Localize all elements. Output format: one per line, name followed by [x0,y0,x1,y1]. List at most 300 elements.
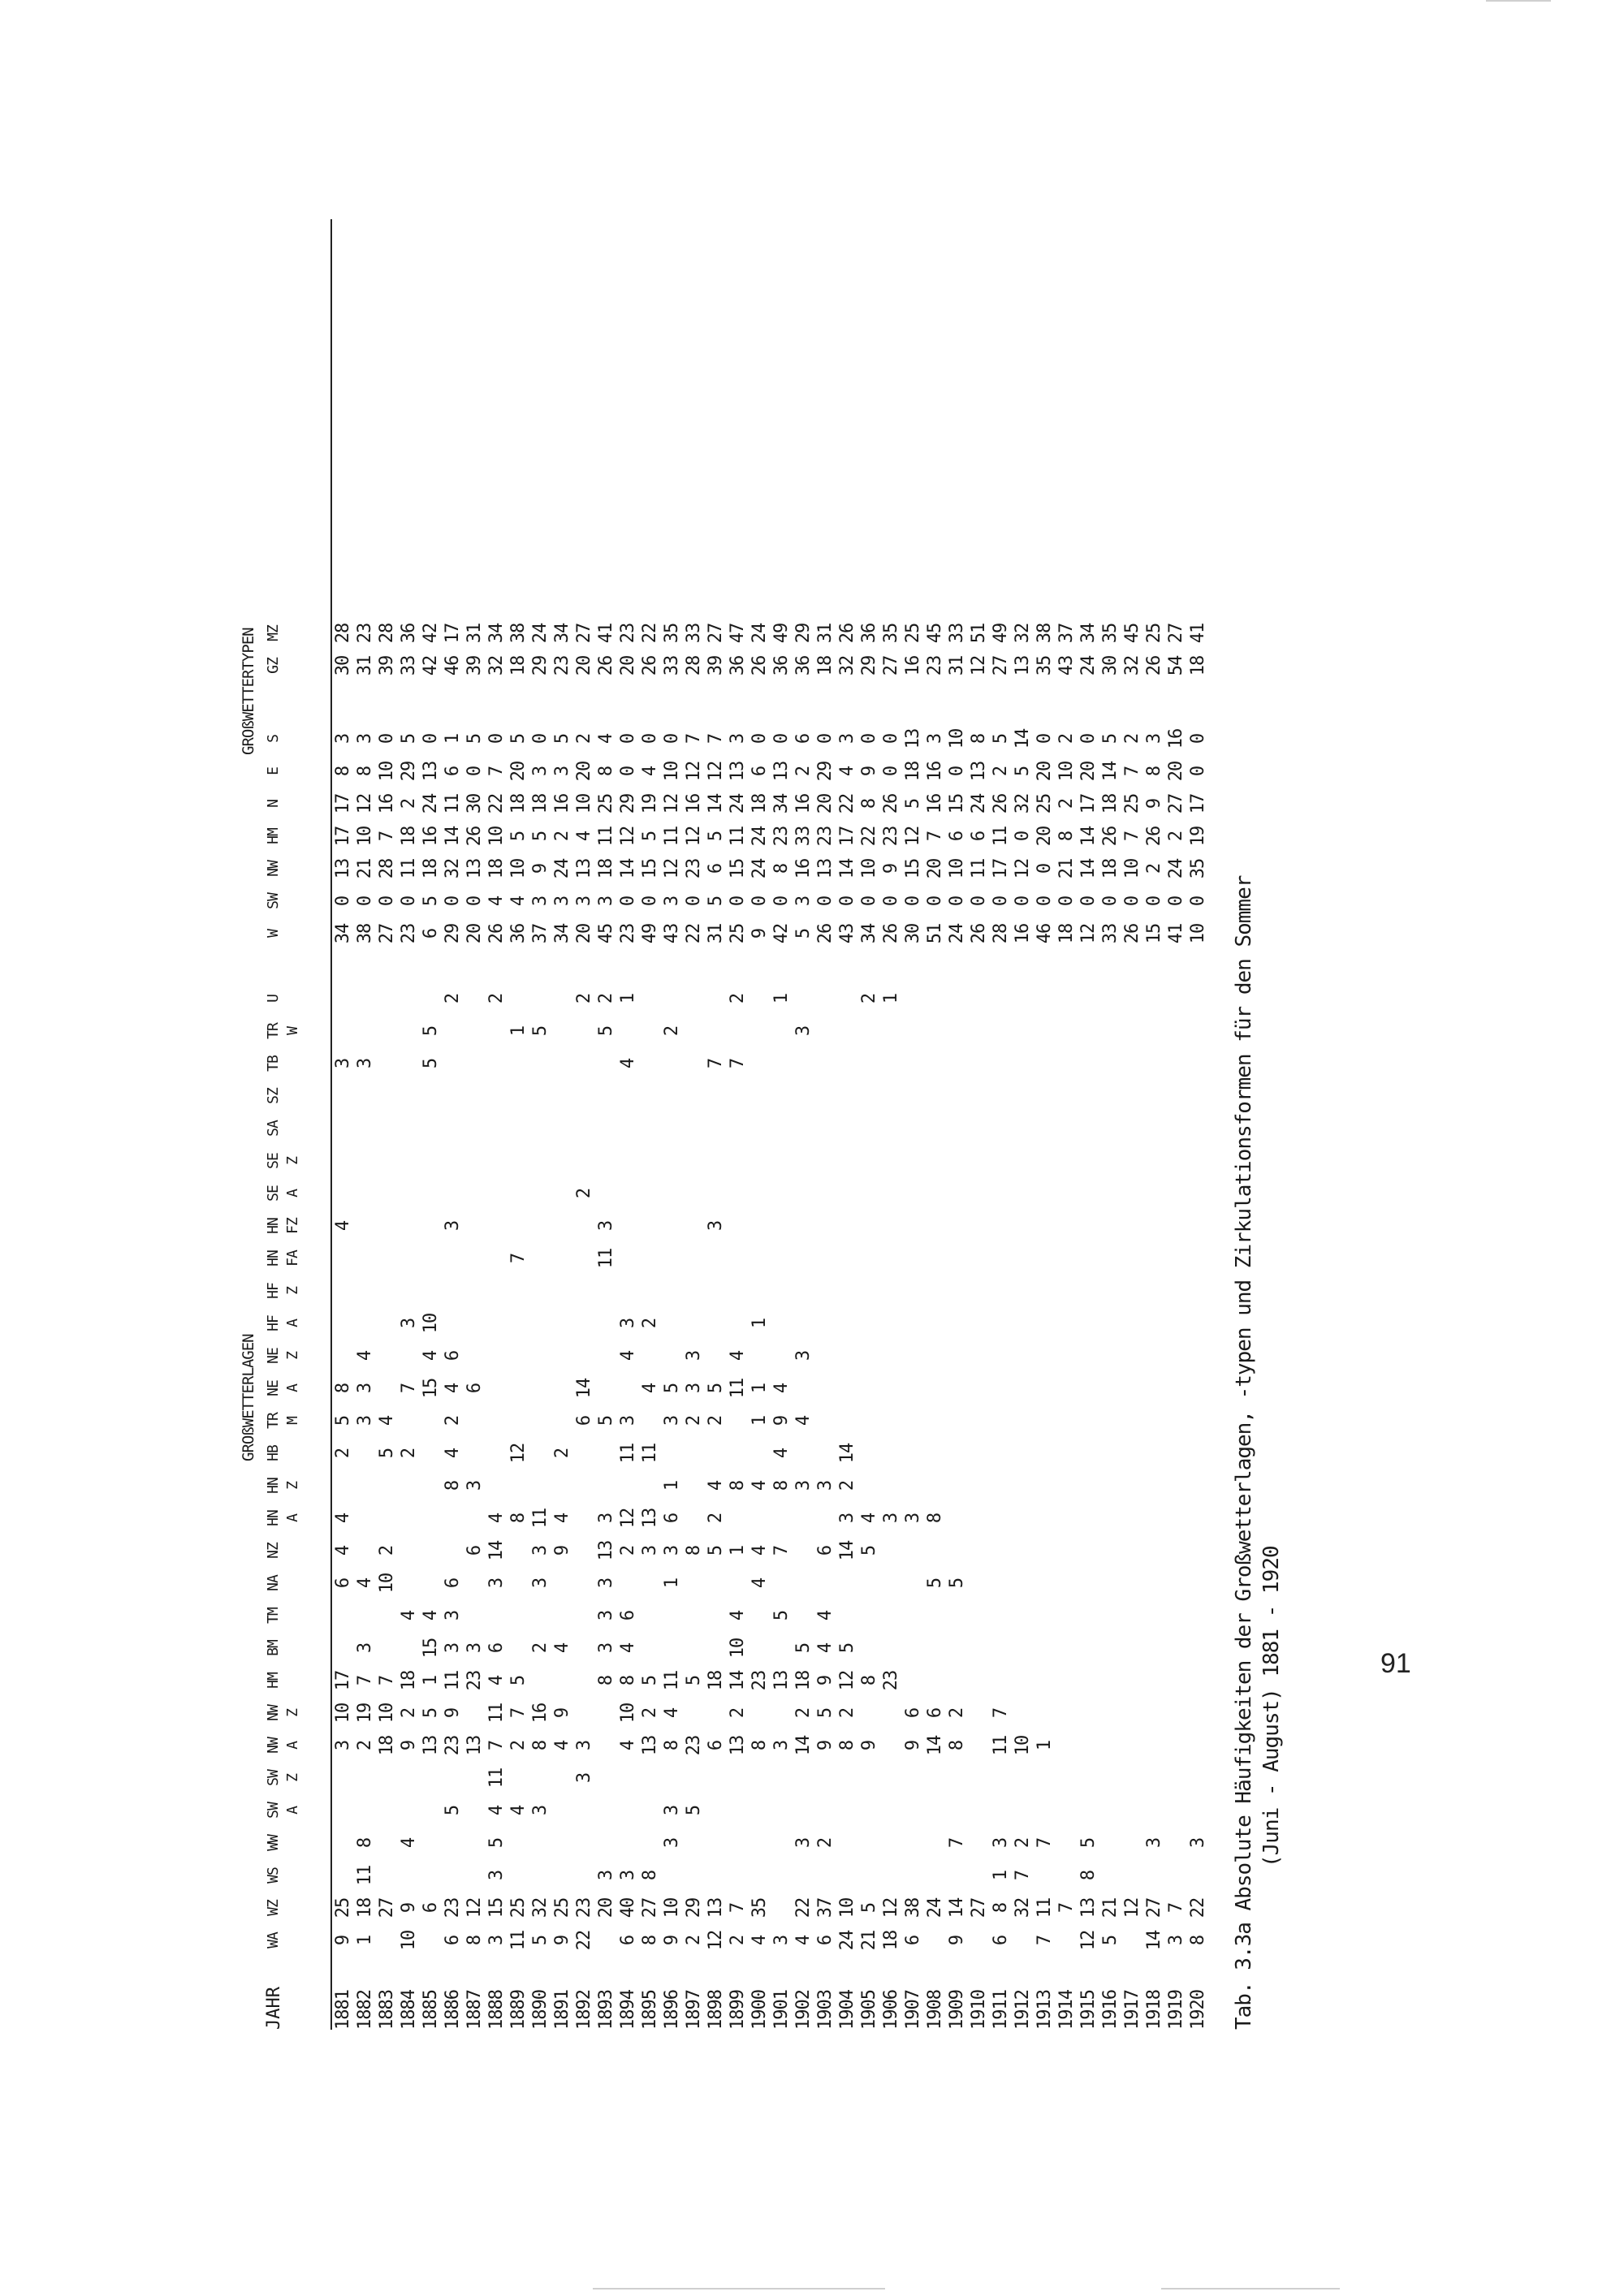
table-cell-n: 29 [618,793,638,814]
table-cell-mz: 49 [991,623,1011,644]
table-cell-n: 18 [749,793,770,814]
table-cell-gz: 20 [574,655,594,676]
table-cell-mz: 24 [749,623,770,644]
column-header-hfa [264,1307,303,1340]
table-cell-hnz: 4 [749,1480,770,1491]
year-cell: 1895 [640,1990,660,2030]
table-cell-nwa: 4 [552,1740,572,1751]
table-row [1013,219,1033,2030]
table-cell-bm: 4 [552,1642,572,1654]
table-cell-nz: 1 [728,1545,748,1556]
table-row [881,219,901,2030]
table-cell-wz: 32 [1013,1897,1033,1918]
table-cell-ww: 4 [399,1837,419,1849]
table-cell-ww: 2 [1013,1837,1033,1849]
table-cell-gz: 36 [793,655,814,676]
table-cell-hm2: 12 [618,826,638,847]
table-cell-mz: 45 [925,623,945,644]
table-cell-hm2: 8 [1056,831,1077,842]
column-header-bm [264,1632,283,1664]
table-row [333,219,353,2030]
table-cell-ws: 7 [1013,1870,1033,1881]
table-cell-sw: 0 [969,896,989,907]
table-cell-w: 28 [991,923,1011,944]
table-cell-e: 0 [881,766,901,777]
table-cell-wa: 2 [684,1935,704,1946]
table-cell-sw: 4 [508,896,529,907]
table-cell-tm: 4 [421,1610,441,1621]
table-cell-e: 13 [421,761,441,782]
table-cell-gz: 18 [1188,655,1208,676]
table-cell-wz: 7 [1166,1902,1186,1914]
table-cell-wa: 6 [815,1935,836,1946]
table-cell-nw: 8 [771,863,792,874]
table-cell-bm: 4 [618,1642,638,1654]
table-cell-mz: 27 [706,623,726,644]
table-cell-nwa: 2 [355,1740,375,1751]
table-row [640,219,660,2030]
table-cell-nz: 9 [552,1545,572,1556]
column-header-label: NW [265,1705,282,1721]
table-cell-mz: 49 [771,623,792,644]
table-cell-wz: 27 [377,1897,397,1918]
year-cell: 1885 [421,1990,441,2030]
table-cell-e: 8 [596,766,616,777]
table-row [903,219,923,2030]
table-cell-mz: 36 [399,623,419,644]
table-cell-nz: 14 [486,1540,507,1561]
table-cell-wz: 24 [925,1897,945,1918]
table-cell-nw: 14 [837,858,857,879]
year-cell: 1904 [837,1990,857,2030]
table-cell-hna: 3 [881,1513,901,1524]
column-header-label: BM [265,1640,282,1656]
table-cell-sw: 0 [684,896,704,907]
table-cell-mz: 34 [552,623,572,644]
caption-line-1: Tab. 3.3a Absolute Häufigkeiten der Großwetterlagen, -typen und Zirkulationsformen für den Sommer [1232,875,1256,2030]
table-cell-wz: 12 [464,1897,485,1918]
table-cell-sw: 0 [640,896,660,907]
table-cell-hm2: 20 [1034,826,1055,847]
table-cell-bm: 5 [793,1642,814,1654]
year-cell: 1891 [552,1990,572,2030]
column-header-nea [264,1372,303,1405]
table-cell-nw: 13 [815,858,836,879]
table-cell-hna: 4 [333,1513,353,1524]
year-cell: 1884 [399,1990,419,2030]
table-cell-wz: 7 [728,1902,748,1914]
table-cell-s: 1 [443,733,463,744]
table-cell-w: 23 [399,923,419,944]
table-cell-nw: 12 [1013,858,1033,879]
table-cell-nw: 10 [947,858,967,879]
table-cell-hm: 17 [333,1670,353,1691]
table-cell-tb: 7 [706,1058,726,1069]
table-cell-nw: 6 [706,863,726,874]
table-cell-hna: 4 [552,1513,572,1524]
column-header-ww [264,1827,283,1859]
table-cell-s: 2 [1056,733,1077,744]
table-cell-wz: 25 [552,1897,572,1918]
table-cell-sw: 3 [530,896,551,907]
table-cell-n: 22 [486,793,507,814]
table-cell-e: 6 [749,766,770,777]
table-cell-w: 26 [815,923,836,944]
table-cell-nz: 2 [618,1545,638,1556]
table-cell-e: 8 [1144,766,1164,777]
table-cell-nwa: 11 [991,1735,1011,1756]
table-cell-sw: 0 [947,896,967,907]
table-cell-hm2: 6 [969,831,989,842]
table-cell-w: 26 [486,923,507,944]
table-cell-nw: 35 [1188,858,1208,879]
table-cell-wa: 12 [706,1930,726,1951]
table-cell-swa: 4 [508,1805,529,1816]
table-cell-ww: 8 [355,1837,375,1849]
table-cell-hfa: 3 [618,1318,638,1329]
table-cell-s: 3 [1144,733,1164,744]
table-cell-wz: 10 [662,1897,682,1918]
table-cell-hm2: 18 [399,826,419,847]
table-cell-mz: 31 [464,623,485,644]
table-cell-s: 5 [464,733,485,744]
column-header-label: HN [265,1250,282,1267]
table-cell-e: 12 [706,761,726,782]
table-cell-mz: 31 [815,623,836,644]
table-cell-wa: 8 [1188,1935,1208,1946]
table-row [552,219,572,2030]
table-cell-n: 16 [377,793,397,814]
table-cell-nw: 21 [1056,858,1077,879]
table-cell-trm: 5 [333,1415,353,1426]
table-cell-wz: 9 [399,1902,419,1914]
table-cell-nwa: 8 [947,1740,967,1751]
table-row [464,219,485,2030]
table-cell-hb: 2 [552,1448,572,1459]
table-cell-nz: 5 [859,1545,879,1556]
table-cell-nw: 9 [881,863,901,874]
table-cell-tb: 4 [618,1058,638,1069]
table-cell-w: 42 [771,923,792,944]
table-cell-e: 4 [640,766,660,777]
table-cell-n: 8 [859,798,879,809]
table-cell-gz: 30 [333,655,353,676]
table-cell-nw: 24 [749,858,770,879]
table-cell-wz: 13 [1078,1897,1099,1918]
table-cell-sw: 0 [443,896,463,907]
column-header-tm [264,1599,283,1632]
table-cell-u: 2 [859,993,879,1004]
column-header-tb [264,1047,283,1080]
column-header-label: WS [265,1867,282,1884]
table-cell-gz: 36 [771,655,792,676]
column-header-label: SA [265,1120,282,1137]
column-header-label: NE [265,1380,282,1396]
column-header-sz [264,1080,283,1112]
table-cell-ww: 2 [815,1837,836,1849]
table-cell-hm: 5 [640,1675,660,1686]
table-cell-u: 2 [443,993,463,1004]
column-header-nwa [264,1729,303,1762]
table-cell-nwa: 13 [421,1735,441,1756]
column-header-label: HN [265,1510,282,1526]
table-cell-sw: 5 [421,896,441,907]
table-cell-gz: 26 [640,655,660,676]
table-cell-wz: 40 [618,1897,638,1918]
table-cell-na: 10 [377,1573,397,1594]
table-cell-sw: 0 [859,896,879,907]
table-cell-wz: 27 [640,1897,660,1918]
table-cell-nea: 6 [464,1383,485,1394]
table-cell-e: 29 [399,761,419,782]
table-cell-w: 22 [684,923,704,944]
table-cell-nw: 15 [728,858,748,879]
table-cell-nw: 18 [1100,858,1121,879]
table-cell-e: 2 [991,766,1011,777]
table-row [574,219,594,2030]
table-cell-e: 12 [684,761,704,782]
table-cell-hm2: 23 [881,826,901,847]
table-cell-w: 38 [355,923,375,944]
table-cell-nw: 10 [859,858,879,879]
column-header-row [264,219,324,2030]
table-row [859,219,879,2030]
table-cell-nea: 3 [355,1383,375,1394]
table-cell-e: 16 [925,761,945,782]
year-cell: 1906 [881,1990,901,2030]
table-cell-mz: 23 [618,623,638,644]
table-cell-nwa: 7 [486,1740,507,1751]
table-cell-n: 18 [508,793,529,814]
table-cell-hnz: 8 [443,1480,463,1491]
table-cell-nz: 3 [662,1545,682,1556]
table-cell-hb: 2 [333,1448,353,1459]
table-cell-hnz: 8 [728,1480,748,1491]
column-header-sublabel: Z [284,1482,301,1490]
table-cell-sw: 0 [925,896,945,907]
table-cell-tb: 5 [421,1058,441,1069]
table-cell-mz: 47 [728,623,748,644]
table-cell-nez: 3 [684,1350,704,1362]
table-cell-sw: 3 [596,896,616,907]
table-cell-hnz: 3 [815,1480,836,1491]
table-cell-na: 5 [925,1577,945,1589]
table-cell-na: 3 [486,1577,507,1589]
table-cell-nz: 14 [837,1540,857,1561]
column-header-sublabel: Z [284,1157,301,1165]
table-cell-gz: 27 [881,655,901,676]
column-header-sea [264,1177,303,1210]
table-cell-tb: 7 [728,1058,748,1069]
table-cell-mz: 24 [530,623,551,644]
table-cell-mz: 34 [1078,623,1099,644]
table-cell-n: 32 [1013,793,1033,814]
table-row [1078,219,1099,2030]
table-row [728,219,748,2030]
table-cell-s: 0 [377,733,397,744]
column-header-sublabel: Z [284,1352,301,1360]
table-cell-ww: 3 [1144,1837,1164,1849]
table-cell-s: 7 [706,733,726,744]
table-cell-hm2: 2 [1166,831,1186,842]
table-cell-nwa: 13 [728,1735,748,1756]
table-cell-hm: 1 [421,1675,441,1686]
table-cell-n: 2 [1056,798,1077,809]
table-cell-mz: 38 [508,623,529,644]
table-cell-s: 8 [969,733,989,744]
column-header-hb [264,1437,283,1470]
table-cell-wa: 24 [837,1930,857,1951]
table-cell-wa: 6 [903,1935,923,1946]
year-cell: 1901 [771,1990,792,2030]
table-cell-hm2: 11 [596,826,616,847]
table-cell-nwa: 4 [618,1740,638,1751]
table-cell-e: 0 [618,766,638,777]
table-cell-gz: 20 [618,655,638,676]
table-cell-na: 6 [443,1577,463,1589]
table-cell-mz: 33 [947,623,967,644]
table-cell-hna: 2 [706,1513,726,1524]
table-cell-gz: 26 [596,655,616,676]
table-cell-ws: 1 [991,1870,1011,1881]
table-cell-mz: 51 [969,623,989,644]
table-cell-wz: 7 [1056,1902,1077,1914]
column-header-label: WW [265,1835,282,1851]
year-cell: 1919 [1166,1990,1186,2030]
table-cell-gz: 29 [859,655,879,676]
table-cell-ww: 3 [793,1837,814,1849]
table-cell-u: 2 [486,993,507,1004]
table-row [706,219,726,2030]
table-cell-wz: 22 [1188,1897,1208,1918]
table-cell-nw: 0 [1034,863,1055,874]
table-row [443,219,463,2030]
column-header-sublabel: A [284,1319,301,1327]
table-cell-u: 2 [728,993,748,1004]
table-cell-nea: 4 [771,1383,792,1394]
column-header-hna [264,1502,303,1534]
table-cell-u: 2 [596,993,616,1004]
table-cell-nwa: 9 [815,1740,836,1751]
table-cell-nwz: 16 [530,1703,551,1724]
table-cell-hm: 7 [355,1675,375,1686]
table-cell-s: 0 [859,733,879,744]
table-cell-w: 24 [947,923,967,944]
table-cell-w: 27 [377,923,397,944]
table-cell-gz: 30 [1100,655,1121,676]
table-cell-hb: 12 [508,1443,529,1464]
table-cell-bm: 5 [837,1642,857,1654]
year-cell: 1914 [1056,1990,1077,2030]
table-row [377,219,397,2030]
table-cell-gz: 24 [1078,655,1099,676]
table-cell-bm: 3 [596,1642,616,1654]
table-cell-nwa: 14 [925,1735,945,1756]
year-cell: 1899 [728,1990,748,2030]
column-header-label: NE [265,1348,282,1364]
table-cell-wa: 6 [618,1935,638,1946]
table-cell-n: 19 [640,793,660,814]
table-cell-bm: 2 [530,1642,551,1654]
table-cell-sw: 4 [486,896,507,907]
table-cell-nea: 15 [421,1378,441,1399]
table-cell-nw: 10 [1122,858,1142,879]
table-cell-sw: 0 [1013,896,1033,907]
year-cell: 1894 [618,1990,638,2030]
table-cell-trm: 4 [793,1415,814,1426]
table-cell-e: 20 [1078,761,1099,782]
table-cell-hm: 8 [618,1675,638,1686]
table-cell-e: 20 [574,761,594,782]
table-cell-na: 5 [947,1577,967,1589]
column-header-label: HM [265,828,282,844]
column-header-sublabel: FA [284,1250,301,1267]
table-cell-nwz: 2 [947,1707,967,1719]
column-header-label: HN [265,1478,282,1494]
table-cell-gz: 31 [947,655,967,676]
table-cell-swa: 4 [486,1805,507,1816]
table-cell-hnfz: 3 [443,1220,463,1232]
table-cell-bm: 6 [486,1642,507,1654]
table-cell-hm: 4 [486,1675,507,1686]
table-cell-s: 3 [333,733,353,744]
table-cell-sw: 0 [1078,896,1099,907]
table-cell-s: 0 [815,733,836,744]
column-header-u [264,982,283,1015]
table-cell-nw: 14 [1078,858,1099,879]
table-cell-na: 3 [596,1577,616,1589]
table-cell-nwa: 9 [903,1740,923,1751]
table-cell-gz: 18 [508,655,529,676]
table-cell-wz: 5 [859,1902,879,1914]
table-cell-ww: 7 [1034,1837,1055,1849]
table-cell-w: 9 [749,928,770,939]
table-cell-hm: 18 [793,1670,814,1691]
table-cell-n: 34 [771,793,792,814]
column-header-swz [264,1762,303,1794]
table-row [1166,219,1186,2030]
table-cell-gz: 26 [1144,655,1164,676]
table-cell-nwz: 7 [991,1707,1011,1719]
column-header-nw [264,852,283,885]
table-cell-s: 0 [662,733,682,744]
table-cell-hnz: 8 [771,1480,792,1491]
table-cell-nea: 7 [399,1383,419,1394]
table-cell-nz: 5 [706,1545,726,1556]
table-cell-hna: 8 [508,1513,529,1524]
table-cell-sw: 0 [903,896,923,907]
table-row [421,219,441,2030]
table-cell-ww: 5 [486,1837,507,1849]
table-cell-s: 0 [530,733,551,744]
table-cell-w: 29 [443,923,463,944]
table-row [355,219,375,2030]
table-cell-gz: 39 [464,655,485,676]
table-cell-wa: 3 [771,1935,792,1946]
table-cell-trw: 5 [421,1025,441,1037]
table-cell-ws: 11 [355,1865,375,1886]
table-cell-nwa: 23 [684,1735,704,1756]
table-cell-swz: 3 [574,1772,594,1784]
table-cell-hm2: 23 [771,826,792,847]
table-cell-trm: 3 [662,1415,682,1426]
table-cell-trm: 2 [706,1415,726,1426]
table-cell-gz: 36 [728,655,748,676]
year-cell: 1897 [684,1990,704,2030]
table-cell-nz: 13 [596,1540,616,1561]
column-header-trw [264,1015,303,1047]
table-cell-gz: 42 [421,655,441,676]
